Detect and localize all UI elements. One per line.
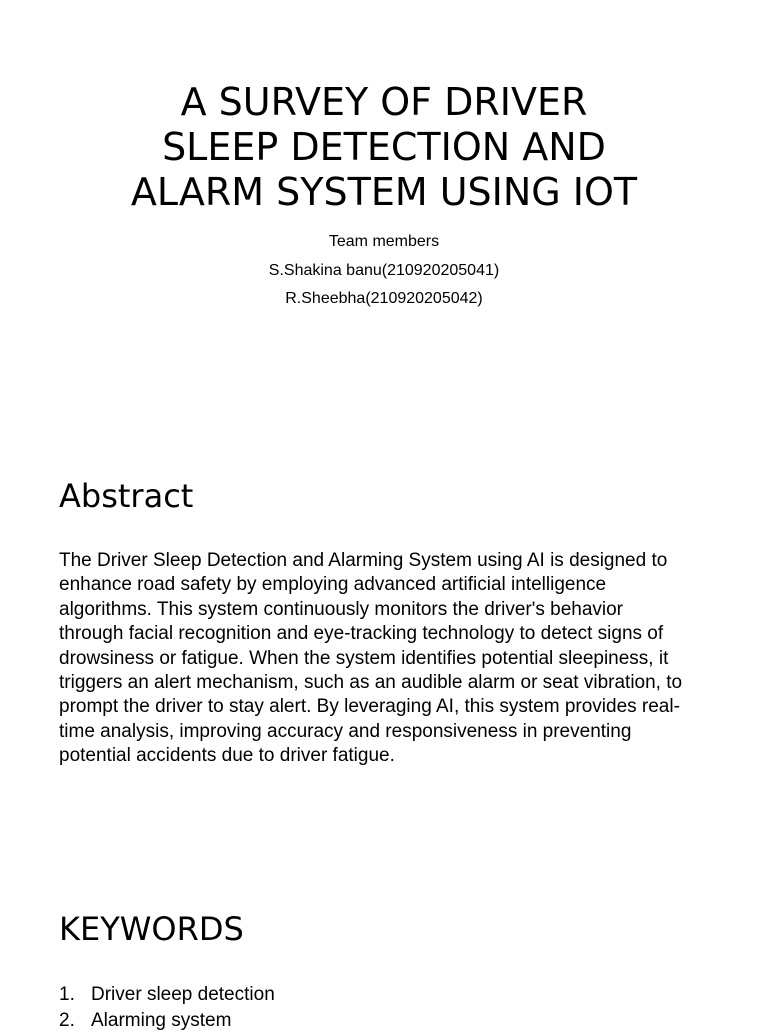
document-title <box>40 80 728 215</box>
team-members-block <box>0 228 768 314</box>
keyword-number: 1. <box>59 984 75 1005</box>
abstract-heading: Abstract <box>59 477 194 515</box>
team-member: R.Sheebha(210920205042) <box>285 290 483 307</box>
title-line: A SURVEY OF DRIVER <box>180 80 588 124</box>
keyword-list <box>59 982 275 1034</box>
abstract-line: enhance road safety by employing advanced artificial intelligence <box>59 574 607 596</box>
abstract-line: triggers an alert mechanism, such as an audible alarm or seat vibration, to <box>59 672 683 694</box>
abstract-body <box>59 549 739 769</box>
abstract-line: drowsiness or fatigue. When the system identifies potential sleepiness, it <box>59 647 669 669</box>
keyword-item <box>59 982 275 1008</box>
abstract-line: through facial recognition and eye-tracking technology to detect signs of <box>59 623 664 645</box>
abstract-line: time analysis, improving accuracy and responsiveness in preventing <box>59 720 632 742</box>
team-members-heading: Team members <box>328 233 440 250</box>
abstract-line: potential accidents due to driver fatigue. <box>59 745 395 767</box>
keyword-number: 2. <box>59 1010 75 1031</box>
keyword-text: Alarming system <box>91 1010 232 1031</box>
title-line: SLEEP DETECTION AND <box>162 125 606 169</box>
abstract-line: algorithms. This system continuously monitors the driver's behavior <box>59 598 624 620</box>
team-member: S.Shakina banu(210920205041) <box>268 261 500 279</box>
abstract-line: The Driver Sleep Detection and Alarming System using AI is designed to <box>59 550 668 571</box>
keyword-item <box>59 1008 275 1034</box>
title-line: ALARM SYSTEM USING IOT <box>130 170 638 214</box>
abstract-line: prompt the driver to stay alert. By leveraging AI, this system provides real- <box>59 696 680 718</box>
keywords-heading: KEYWORDS <box>59 910 244 948</box>
keyword-text: Driver sleep detection <box>91 984 275 1005</box>
